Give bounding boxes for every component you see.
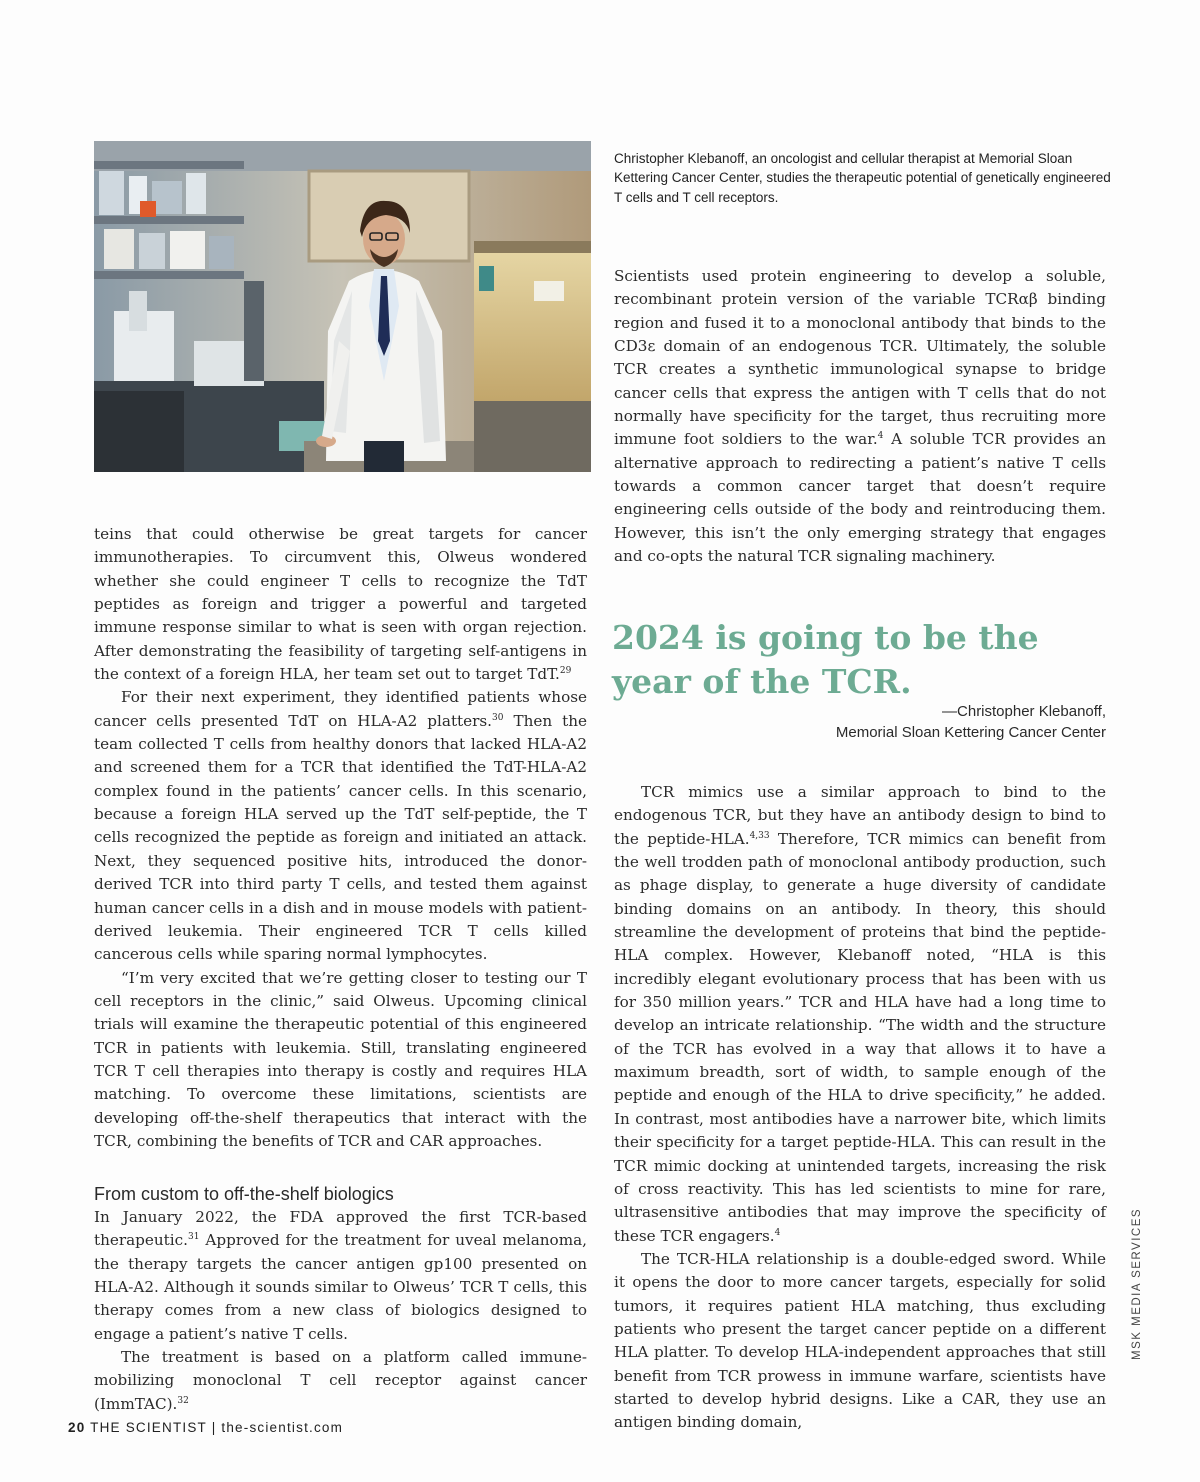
photo-credit: MSK MEDIA SERVICES xyxy=(1131,1207,1143,1360)
left-column-continued xyxy=(94,1206,587,1416)
paragraph: “I’m very excited that we’re getting closer to testing our T cell receptors in the clinic,” said Olweus. Upcoming clinical trials will examine the therapeutic potential of this engineered TCR in patients with leukemia. Still, translating engineered TCR T cell therapies into therapy is costly and requires HLA matching. To overcome these limitations, scientists are developing off-the-shelf therapeutics that interact with the TCR, combining the benefits of TCR and CAR approaches. xyxy=(94,968,587,1150)
section-heading: From custom to off-the-shelf biologics xyxy=(94,1184,394,1204)
paragraph: The TCR-HLA relationship is a double-edged sword. While it opens the door to more cancer targets, especially for solid tumors, it requires patient HLA matching, thus excluding patients who present the target cancer peptide on a different HLA platter. To develop HLA-independent approaches that still benefit from TCR prowess in immune warfare, scientists have started to develop hybrid designs. Like a CAR, they use an antigen binding domain, xyxy=(614,1249,1106,1432)
pull-quote: 2024 is going to be the year of the TCR. xyxy=(612,618,1039,701)
paragraph: In January 2022, the FDA approved the first TCR-based therapeutic.$^{31}$ Approved for the treatment for uveal melanoma, the therapy targets the cancer antigen gp100 presented on HLA-A2. Although it sounds similar to Olweus’ TCR T cells, this therapy comes from a new class of biologics designed to engage a patient’s native T cells. xyxy=(94,1208,587,1343)
paragraph: The treatment is based on a platform called immune-mobilizing monoclonal T cell receptor against cancer (ImmTAC).$^{32}$ xyxy=(94,1348,587,1413)
reference: 4 xyxy=(877,431,884,442)
right-column-top xyxy=(614,265,1106,568)
right-column-bottom xyxy=(614,781,1106,1435)
paragraph: Scientists used protein engineering to develop a soluble, recombinant protein version of the variable TCRαβ binding region and fused it to a monoclonal antibody that binds to the CD3ε domain of an endogenous TCR. Ultimately, the soluble TCR creates a synthetic immunological synapse to bridge cancer cells that express the antigen with T cells that do not normally have specificity for the target, thus recruiting more immune foot soldiers to the war.$^4$ A soluble TCR provides an alternative approach to redirecting a patient’s native T cells towards a common cancer target that doesn’t require engineering cells outside of the body and reintroducing them. However, this isn’t the only emerging strategy that engages and co-opts the natural TCR signaling machinery. xyxy=(614,267,1107,566)
page-footer xyxy=(68,1420,343,1435)
footer-url[interactable]: the-scientist.com xyxy=(221,1420,344,1435)
publication-name: THE SCIENTIST xyxy=(90,1420,207,1435)
reference: 4,33 xyxy=(749,830,770,841)
reference: 4 xyxy=(774,1227,781,1238)
attribution-org: Memorial Sloan Kettering Cancer Center xyxy=(835,723,1106,741)
paragraph: TCR mimics use a similar approach to bind to the endogenous TCR, but they have an antibody design to bind to the peptide-HLA.$^{4,33}$ Therefore, TCR mimics can benefit from the well trodden path of monoclonal antibody production, such as phage display, to generate a huge diversity of candidate binding domains on an antibody. In theory, this should streamline the development of proteins that bind the peptide-HLA complex. However, Klebanoff noted, “HLA is this incredibly elegant evolutionary process that has been with us for 350 million years.” TCR and HLA have had a long time to develop an intricate relationship. “The width and the structure of the TCR has evolved in a way that allows it to have a maximum breadth, sort of width, to sample enough of the peptide and enough of the HLA to drive specificity,” he added. In contrast, most antibodies have a narrower bite, which limits their specificity for a target peptide-HLA. This can result in the TCR mimic docking at unintended targets, increasing the risk of cross reactivity. This has led scientists to mine for rare, ultrasensitive antibodies that may improve the specificity of these TCR engagers.$^4$ xyxy=(614,783,1107,1245)
attribution-name: —Christopher Klebanoff, xyxy=(942,703,1106,720)
klebanoff-photo xyxy=(94,141,591,472)
paragraph: teins that could otherwise be great targets for cancer immunotherapies. To circumvent this, Olweus wondered whether she could engineer T cells to recognize the TdT peptides as foreign and trigger a powerful and targeted immune response similar to what is seen with organ rejection. After demonstrating the feasibility of targeting self-antigens in the context of a foreign HLA, her team set out to target TdT.$^{29}$ xyxy=(94,525,587,684)
quote-attribution xyxy=(836,702,1106,743)
left-column xyxy=(94,523,587,1153)
reference: 30 xyxy=(492,712,504,723)
photo-caption: Christopher Klebanoff, an oncologist and cellular therapist at Memorial Sloan Kettering Cancer Center, studies the therapeutic potential of genetically engineered T cells and T cell receptors. xyxy=(614,151,1111,205)
page-number: 20 xyxy=(68,1420,86,1435)
reference: 29 xyxy=(559,666,572,676)
reference: 31 xyxy=(187,1232,200,1243)
reference: 32 xyxy=(177,1395,189,1406)
footer-separator: | xyxy=(211,1420,217,1435)
paragraph: For their next experiment, they identified patients whose cancer cells presented TdT on HLA-A2 platters.$^{30}$ Then the team collected T cells from healthy donors that lacked HLA-A2 and screened them for a TCR that identified the TdT-HLA-A2 complex found in the patients’ cancer cells. In this scenario, because a foreign HLA served up the TdT self-peptide, the T cells recognized the peptide as foreign and initiated an attack. Next, they sequenced positive hits, introduced the donor-derived TCR into third party T cells, and tested them against human cancer cells in a dish and in mouse models with patient-derived leukemia. Their engineered TCR T cells killed cancerous cells while sparing normal lymphocytes. xyxy=(94,688,587,964)
